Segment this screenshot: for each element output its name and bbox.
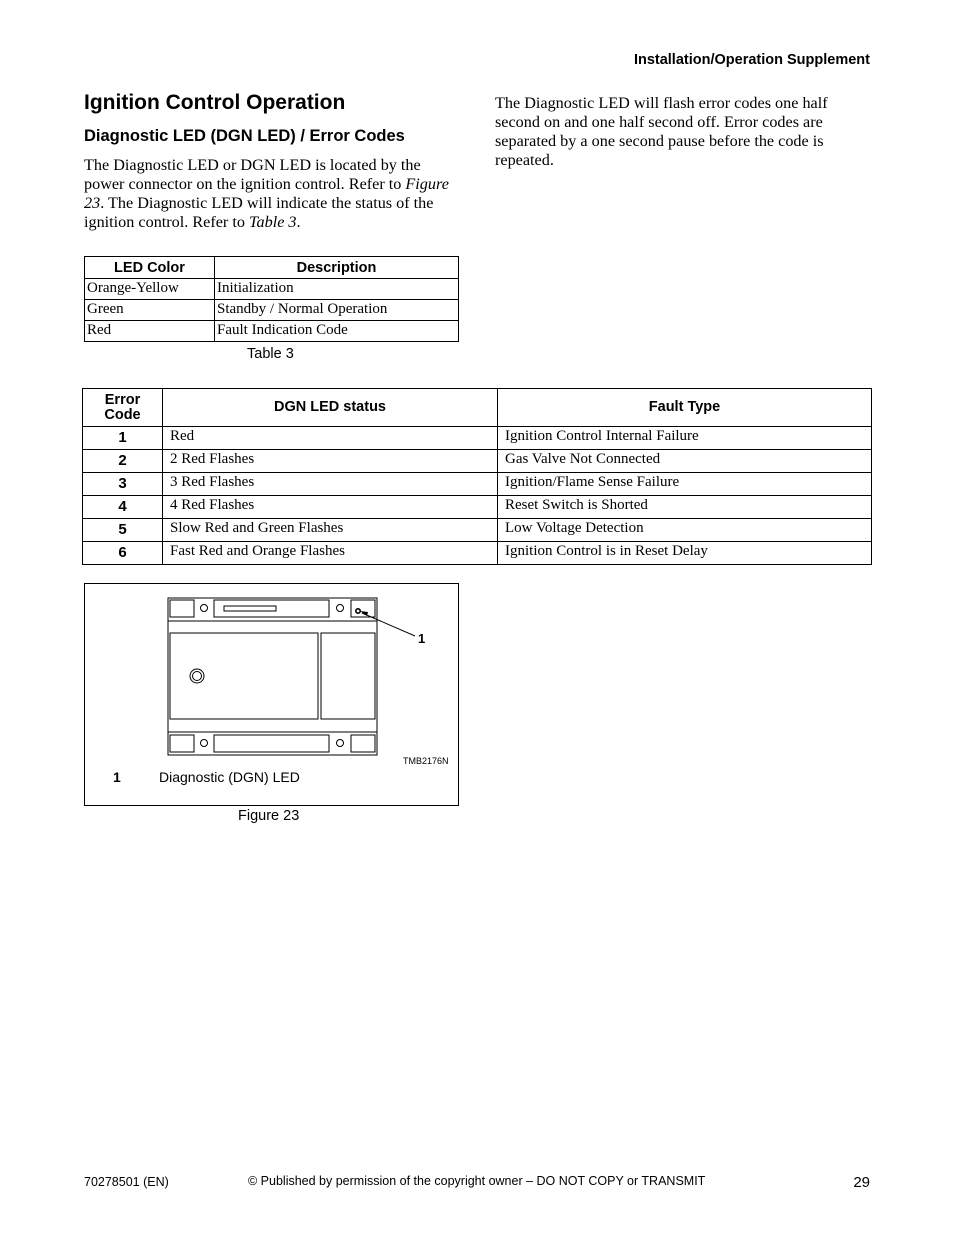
table-cell: Ignition Control Internal Failure [498, 427, 872, 450]
column-header: DGN LED status [163, 389, 498, 427]
table-caption: Table 3 [247, 346, 294, 362]
table-cell: Slow Red and Green Flashes [163, 519, 498, 542]
section-title: Ignition Control Operation [84, 91, 346, 114]
callout-number: 1 [418, 631, 426, 646]
table-row [83, 542, 872, 565]
table-header-row [85, 257, 459, 279]
figure-box [84, 583, 459, 806]
table-row [85, 279, 459, 300]
table-header-row [83, 389, 872, 427]
table-row [85, 321, 459, 342]
table-cell: 2 Red Flashes [163, 450, 498, 473]
bottom-connector [214, 735, 329, 752]
part-code: TMB2176N [403, 756, 449, 766]
intro-text-a: The Diagnostic LED or DGN LED is located by the power connector on the ignition control. Refer to [84, 156, 421, 193]
intro-paragraph [84, 156, 462, 232]
table-cell: 3 Red Flashes [163, 473, 498, 496]
table-row [85, 300, 459, 321]
figure-caption: Figure 23 [238, 808, 300, 824]
table-row [83, 496, 872, 519]
table-cell: Ignition Control is in Reset Delay [498, 542, 872, 565]
top-left-terminal [170, 600, 194, 617]
bottom-left-terminal [170, 735, 194, 752]
top-right-screw [337, 605, 344, 612]
top-right-terminal [351, 600, 375, 617]
table-cell: Fast Red and Orange Flashes [163, 542, 498, 565]
legend-number: 1 [113, 769, 121, 785]
power-connector [214, 600, 329, 617]
column-header: Error Code [83, 389, 163, 427]
top-left-screw [201, 605, 208, 612]
table-cell: 4 Red Flashes [163, 496, 498, 519]
connector-pins [224, 606, 276, 611]
doc-number: 70278501 (EN) [84, 1175, 169, 1189]
table-cell: Fault Indication Code [215, 321, 459, 342]
error-code-cell: 2 [83, 450, 163, 473]
table-cell: Low Voltage Detection [498, 519, 872, 542]
intro-text-b: . The Diagnostic LED will indicate the status of the ignition control. Refer to [84, 194, 434, 231]
table-cell: Orange-Yellow [85, 279, 215, 300]
right-paragraph: The Diagnostic LED will flash error codes one half second on and one half second off. Error codes are separated by a one second pause before the code is repeated. [495, 94, 828, 169]
error-code-table [82, 388, 872, 565]
dgn-led-icon [356, 609, 360, 613]
table-cell: Red [163, 427, 498, 450]
error-code-cell: 6 [83, 542, 163, 565]
error-code-cell: 4 [83, 496, 163, 519]
legend-text: Diagnostic (DGN) LED [159, 769, 300, 785]
column-header: LED Color [85, 257, 215, 279]
table-cell: Initialization [215, 279, 459, 300]
error-code-cell: 5 [83, 519, 163, 542]
right-panel [321, 633, 375, 719]
bottom-right-terminal [351, 735, 375, 752]
intro-text-c: . [296, 213, 301, 231]
table-row [83, 450, 872, 473]
table-cell: Ignition/Flame Sense Failure [498, 473, 872, 496]
table-cell: Reset Switch is Shorted [498, 496, 872, 519]
table-cell: Red [85, 321, 215, 342]
running-header: Installation/Operation Supplement [633, 52, 870, 68]
table-cell: Green [85, 300, 215, 321]
page-number: 29 [853, 1174, 870, 1191]
table-row [83, 519, 872, 542]
led-color-table [84, 256, 459, 342]
error-code-cell: 3 [83, 473, 163, 496]
table-cell: Gas Valve Not Connected [498, 450, 872, 473]
error-code-cell: 1 [83, 427, 163, 450]
table-row [83, 427, 872, 450]
control-body-outline [168, 598, 377, 755]
table-reference: Table 3 [249, 213, 297, 231]
figure-reference: Figure 23 [84, 175, 449, 212]
section-subtitle: Diagnostic LED (DGN LED) / Error Codes [84, 127, 405, 145]
callout-arrowhead [360, 611, 368, 616]
column-header: Description [215, 257, 459, 279]
column-header: Fault Type [498, 389, 872, 427]
copyright-notice: © Published by permission of the copyright owner – DO NOT COPY or TRANSMIT [248, 1174, 706, 1188]
table-cell: Standby / Normal Operation [215, 300, 459, 321]
table-row [83, 473, 872, 496]
